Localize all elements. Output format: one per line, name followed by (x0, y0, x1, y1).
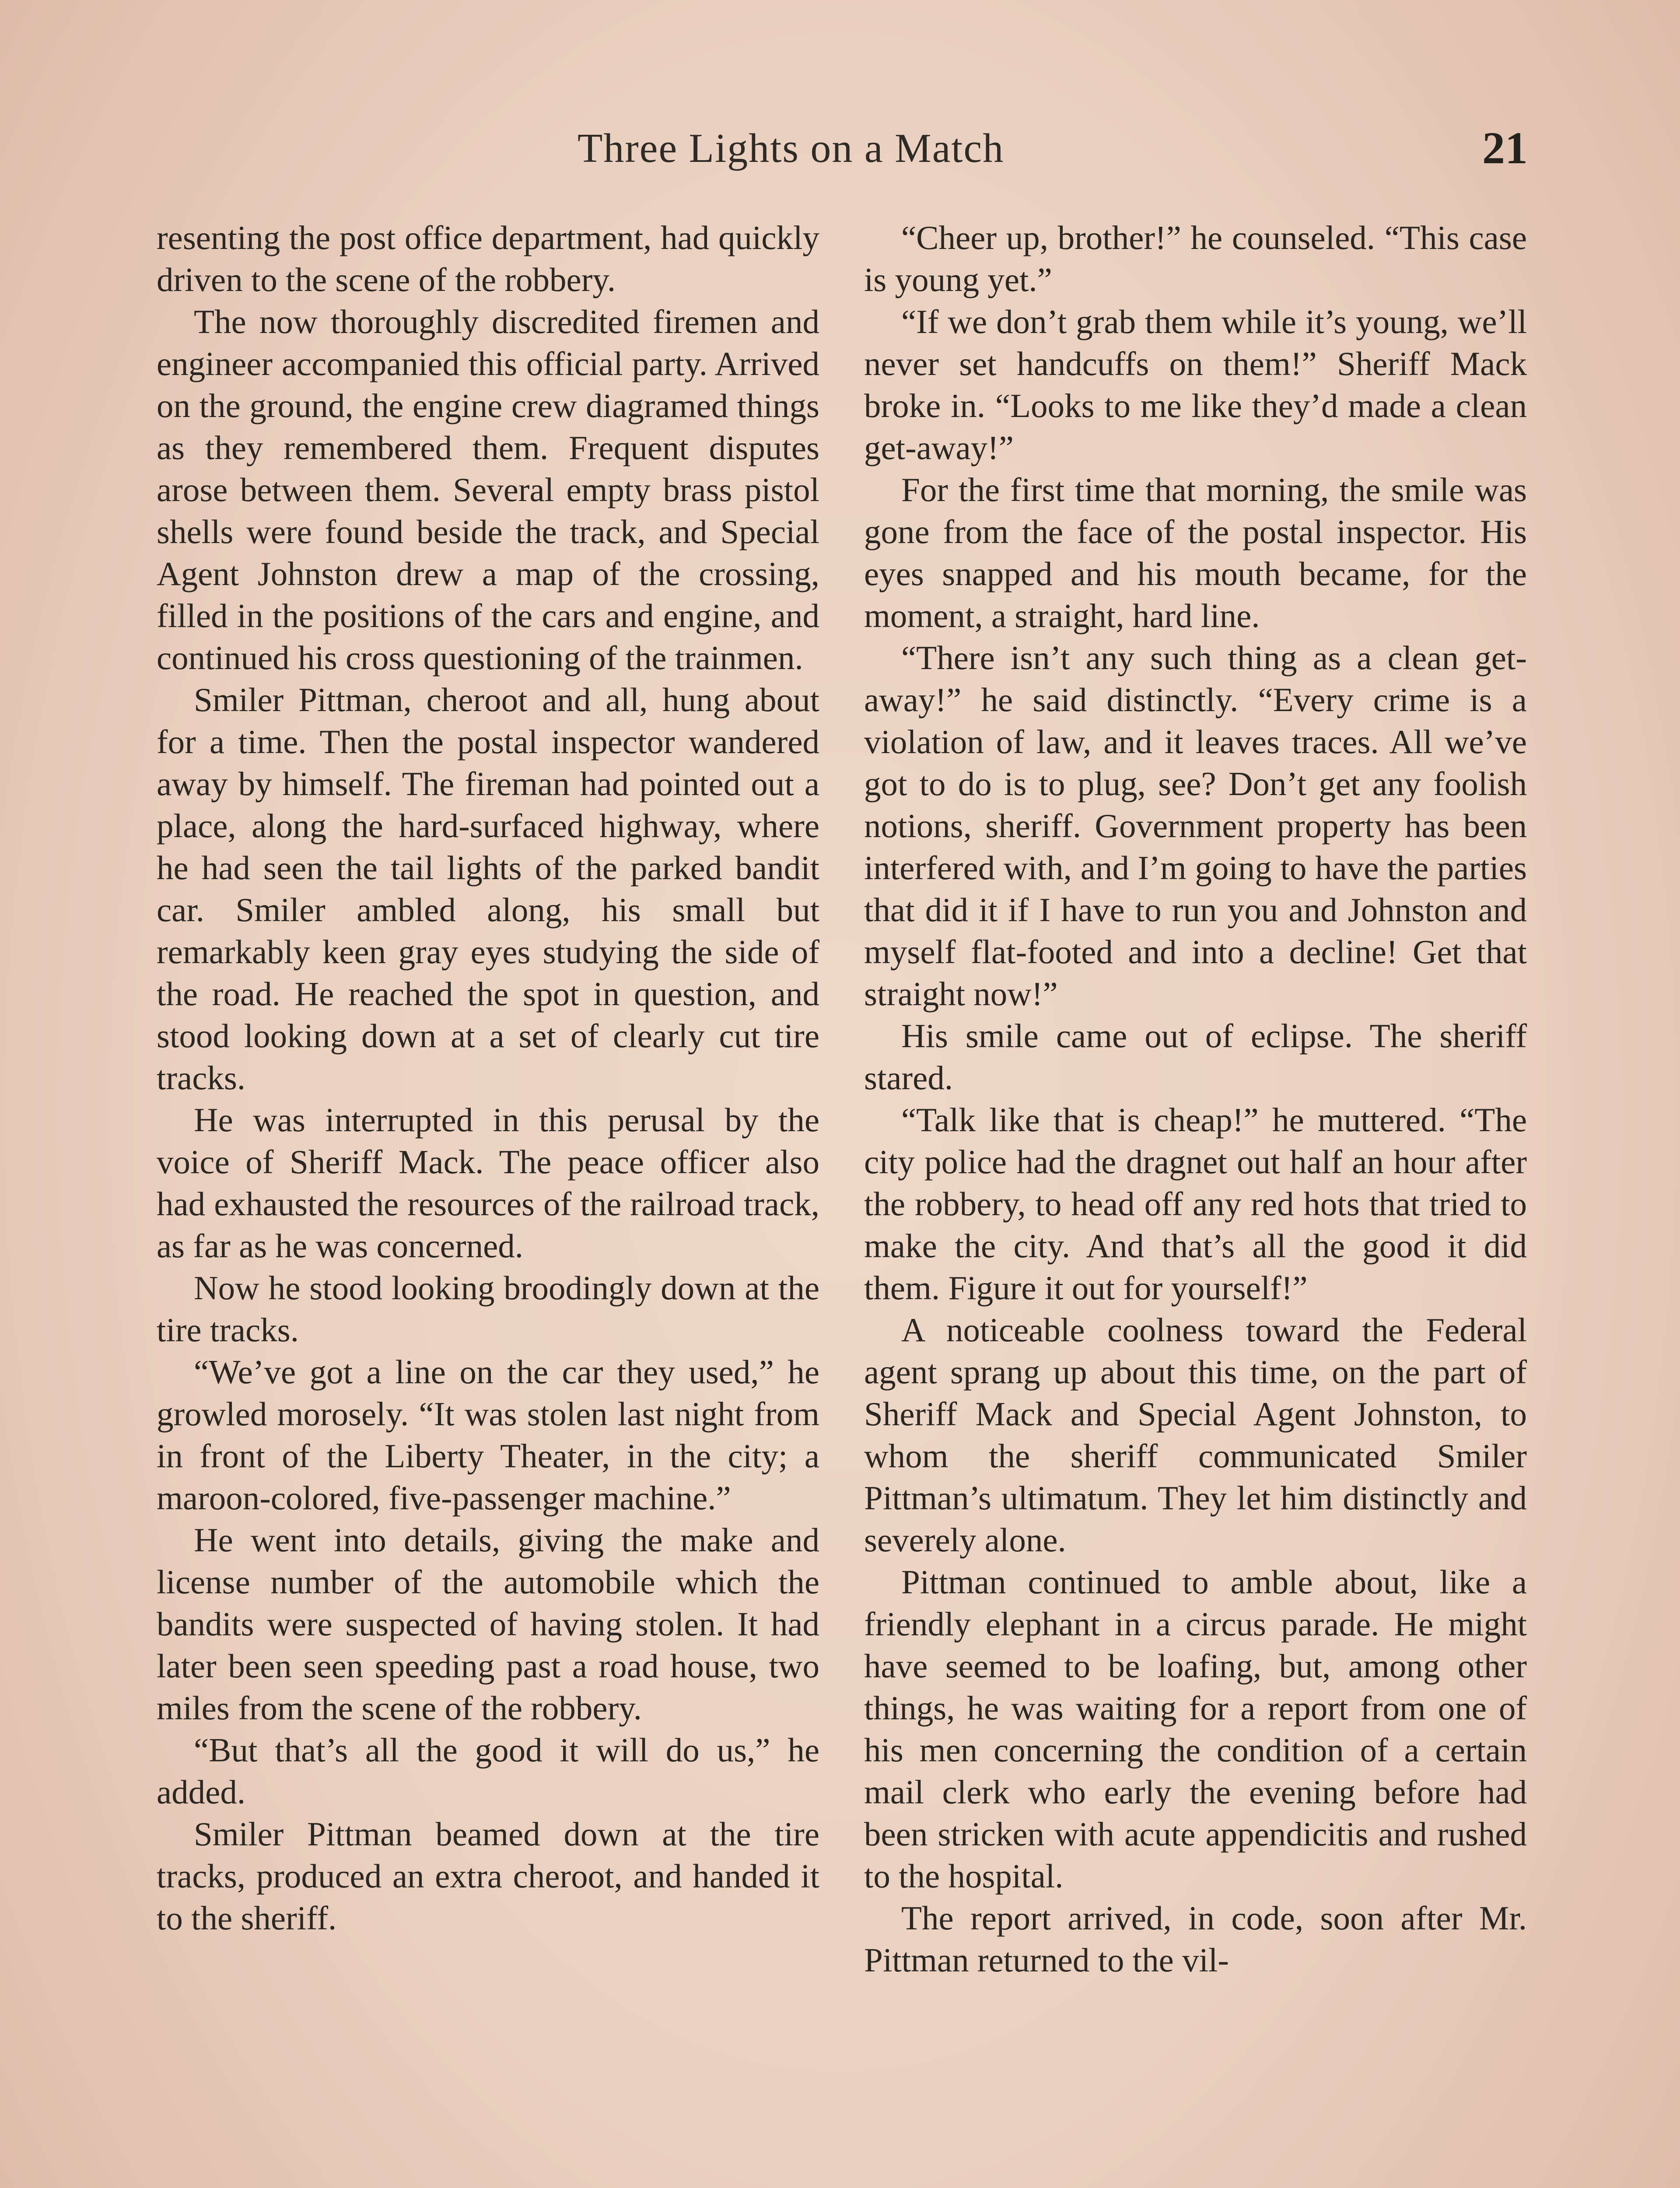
paragraph: resenting the post office department, had quickly driven to the scene of the robbery. (157, 219, 819, 298)
paragraph: He was interrupted in this perusal by the voice of Sheriff Mack. The peace officer also had exhausted the resources of the railroad track, as far as he was concerned. (157, 1101, 819, 1265)
paragraph: He went into details, giving the make and license number of the automobile which the bandits were suspected of having stolen. It had later been seen speeding past a road house, two miles from the scene of the robbery. (157, 1521, 819, 1727)
paragraph: Smiler Pittman, cheroot and all, hung about for a time. Then the postal inspector wandered away by himself. The fireman had pointed out a place, along the hard-surfaced highway, where he had seen the tail lights of the parked bandit car. Smiler ambled along, his small but remarkably keen gray eyes studying the side of the road. He reached the spot in question, and stood looking down at a set of clearly cut tire tracks. (157, 681, 819, 1097)
paragraph: Pittman continued to amble about, like a friendly elephant in a circus parade. He might have seemed to be loafing, but, among other things, he was waiting for a report from one of his men concerning the condition of a certain mail clerk who early the evening before had been stricken with acute appendicitis and rushed to the hospital. (864, 1563, 1527, 1895)
paragraph: “If we don’t grab them while it’s young, we’ll never set handcuffs on them!” Sheriff Mack broke in. “Looks to me like they’d made a clean get-away!” (864, 303, 1527, 466)
paragraph: “Talk like that is cheap!” he muttered. “The city police had the dragnet out half an hour after the robbery, to head off any red hots that tried to make the city. And that’s all the good it did them. Figure it out for yourself!” (864, 1101, 1527, 1307)
paragraph: For the first time that morning, the smile was gone from the face of the postal inspector. His eyes snapped and his mouth became, for the moment, a straight, hard line. (864, 471, 1527, 635)
paragraph: A noticeable coolness toward the Federal agent sprang up about this time, on the part of Sheriff Mack and Special Agent Johnston, to whom the sheriff communicated Smiler Pittman’s ultimatum. They let him distinctly and severely alone. (864, 1311, 1527, 1559)
paragraph: “But that’s all the good it will do us,” he added. (157, 1731, 819, 1811)
paragraph: “There isn’t any such thing as a clean get-away!” he said distinctly. “Every crime is a violation of law, and it leaves traces. All we’ve got to do is to plug, see? Don’t get any foolish notions, sheriff. Government property has been interfered with, and I’m going to have the parties that did it if I have to run you and Johnston and myself flat-footed and into a decline! Get that straight now!” (864, 639, 1527, 1013)
paragraph: The now thoroughly discredited firemen and engineer accompanied this official party. Arrived on the ground, the engine crew diagramed things as they remembered them. Frequent disputes arose between them. Several empty brass pistol shells were found beside the track, and Special Agent Johnston drew a map of the crossing, filled in the positions of the cars and engine, and continued his cross questioning of the trainmen. (157, 303, 819, 677)
paragraph: “Cheer up, brother!” he counseled. “This case is young yet.” (864, 219, 1527, 298)
paragraph: “We’ve got a line on the car they used,” he growled morosely. “It was stolen last night from in front of the Liberty Theater, in the city; a maroon-colored, five-passenger machine.” (157, 1353, 819, 1517)
running-header (0, 125, 1680, 182)
paragraph: His smile came out of eclipse. The sheriff stared. (864, 1017, 1527, 1097)
story-title: Three Lights on a Match (578, 126, 1004, 171)
paragraph: The report arrived, in code, soon after Mr. Pittman returned to the vil- (864, 1899, 1527, 1979)
left-column (157, 217, 819, 1939)
paragraph: Smiler Pittman beamed down at the tire tracks, produced an extra cheroot, and handed it to the sheriff. (157, 1815, 819, 1937)
page-number: 21 (1482, 123, 1528, 173)
paragraph: Now he stood looking broodingly down at the tire tracks. (157, 1269, 819, 1349)
right-column (864, 217, 1527, 1981)
